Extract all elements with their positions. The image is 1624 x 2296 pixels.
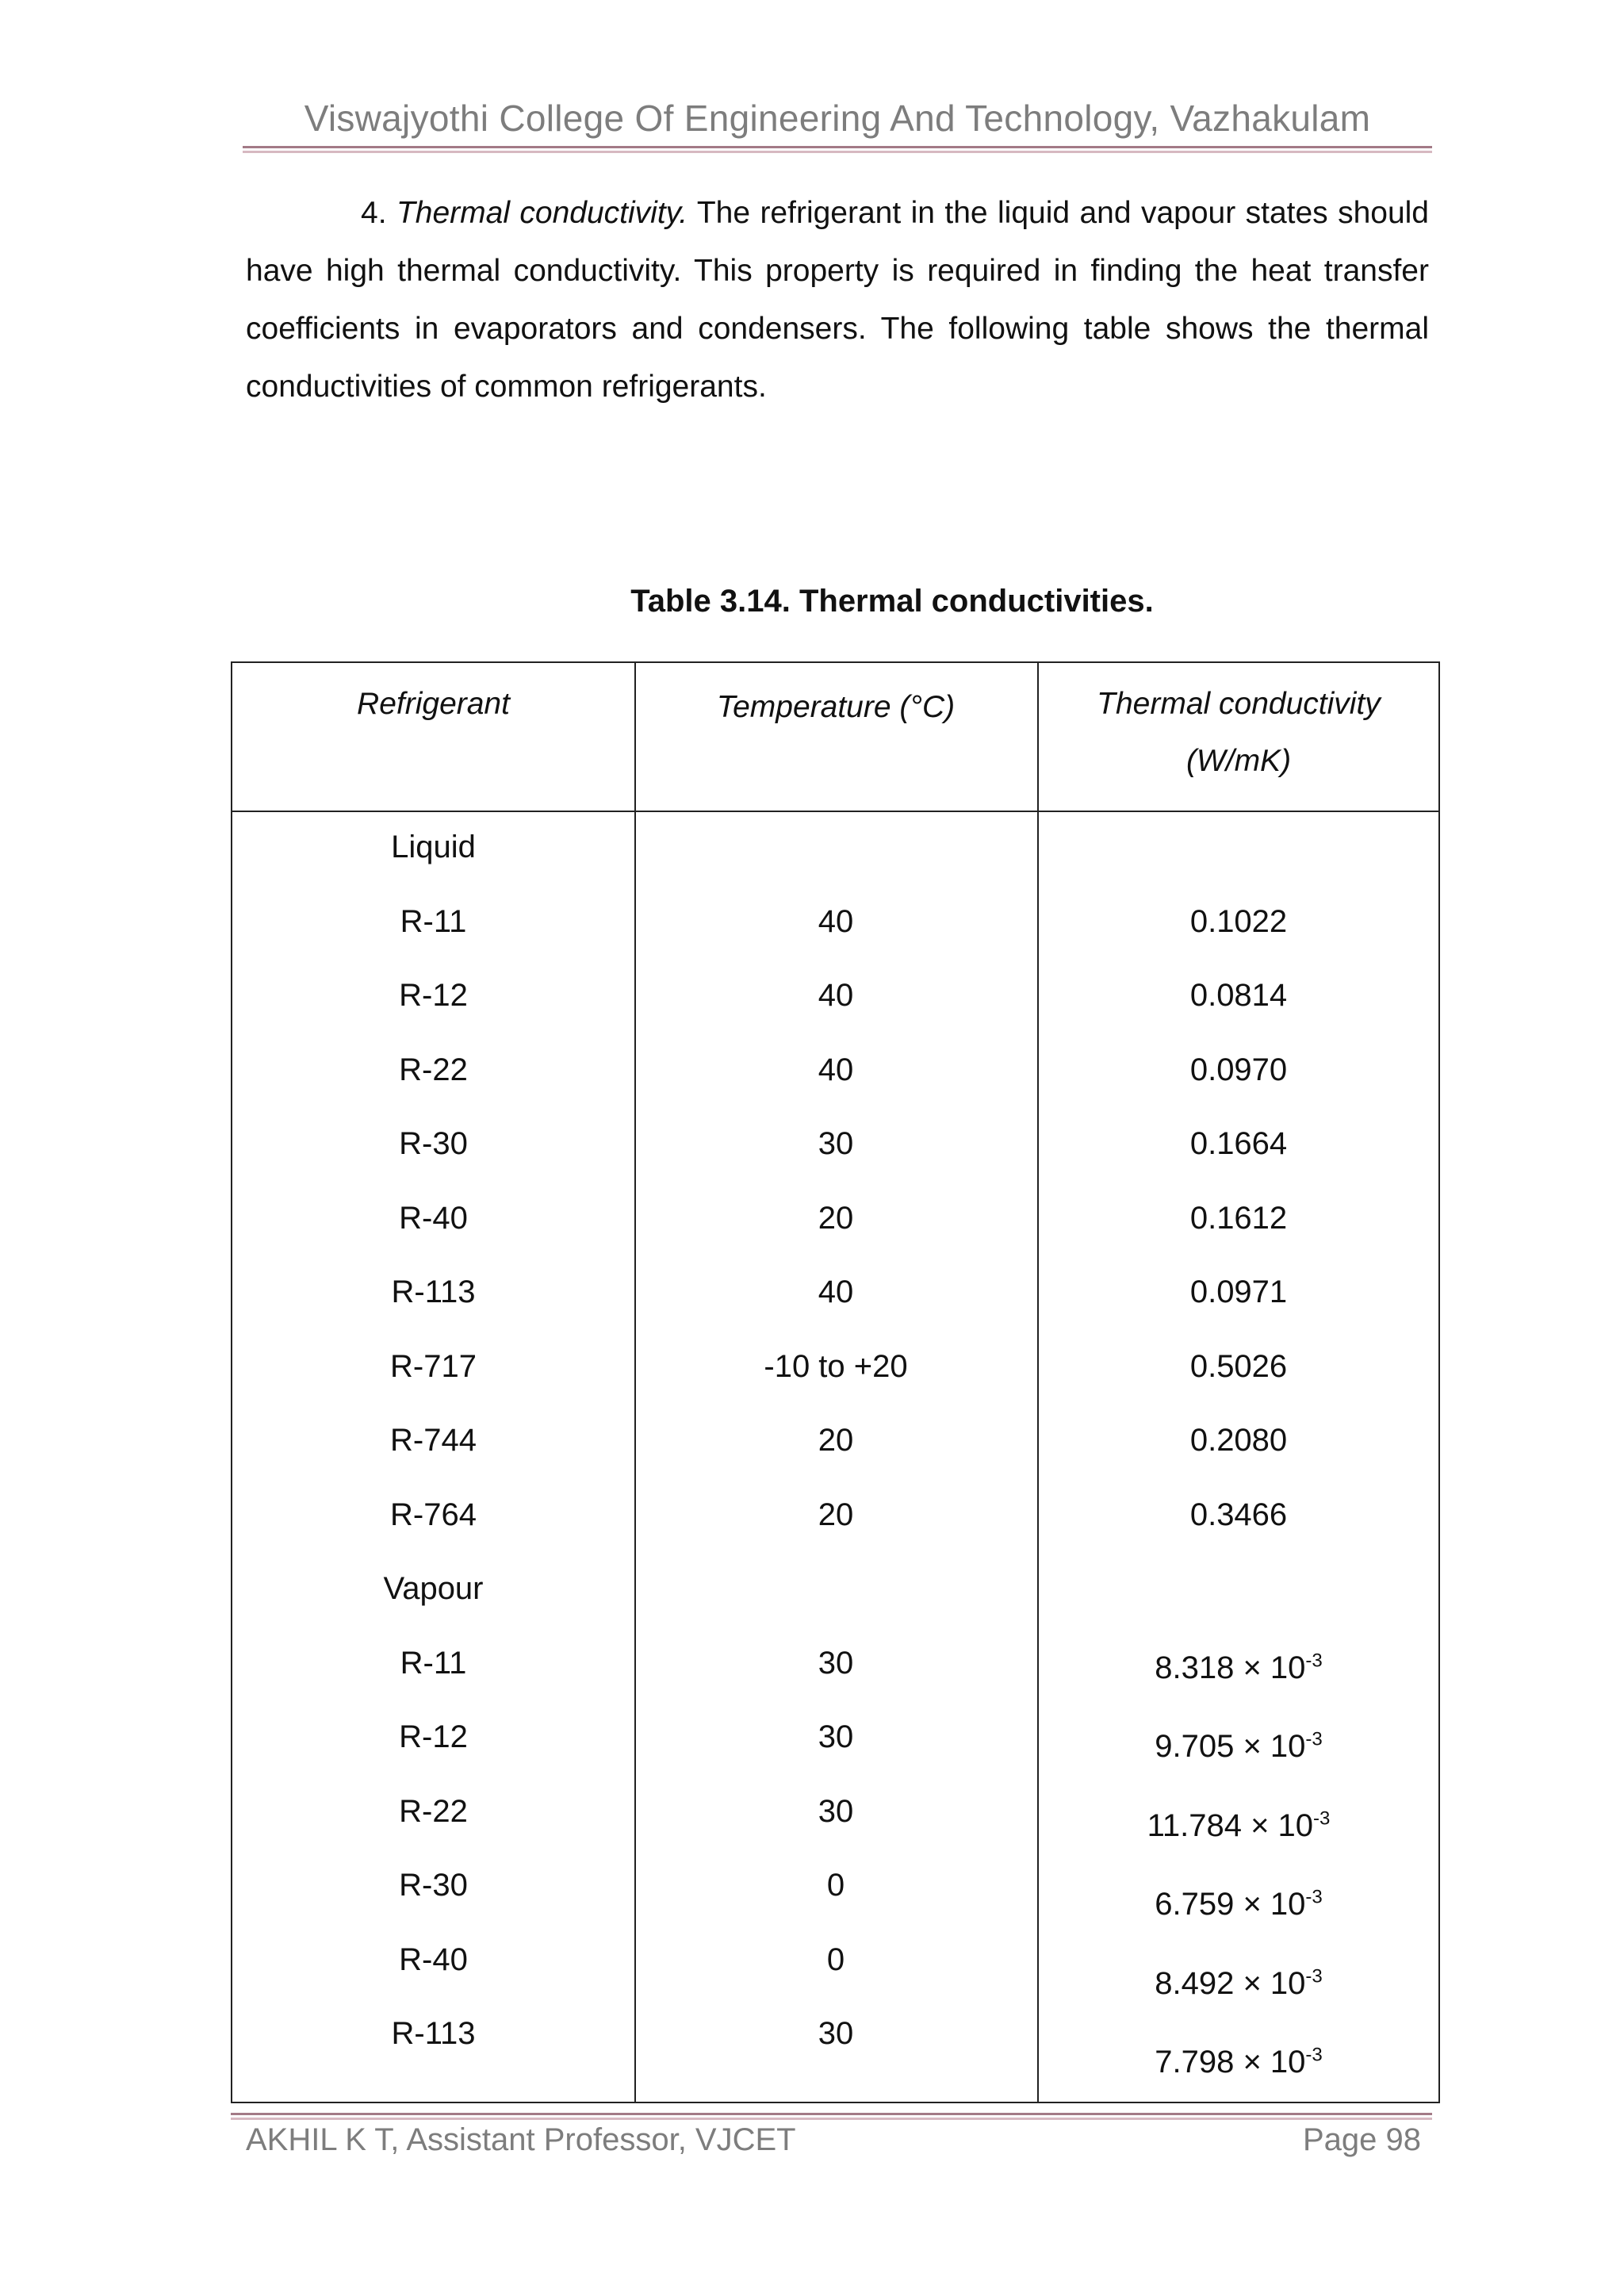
body-paragraph: [246, 184, 1429, 416]
cell-conductivity: [1037, 1330, 1440, 1405]
header-divider-accent: [243, 151, 1432, 153]
footer-divider: [231, 2113, 1432, 2115]
column-conductivity: [1037, 811, 1440, 2079]
conductivity-value: 0.0814: [1189, 978, 1288, 1013]
paragraph-term: Thermal conductivity.: [396, 196, 688, 230]
conductivity-value: 8.492 × 10: [1155, 1965, 1306, 2001]
cell-temperature: 30: [818, 1645, 854, 1681]
conductivity-value: 6.759 × 10: [1155, 1887, 1306, 1922]
cell-refrigerant: R-11: [400, 1645, 467, 1681]
paragraph-number: 4.: [361, 196, 387, 230]
page-header-title: Viswajyothi College Of Engineering And Technology, Vazhakulam: [304, 98, 1371, 139]
conductivity-exponent: -3: [1305, 1965, 1323, 1987]
footer-author: AKHIL K T, Assistant Professor, VJCET: [246, 2122, 796, 2157]
conductivity-value: 0.1612: [1189, 1200, 1288, 1236]
cell-temperature: 30: [818, 1793, 854, 1829]
cell-temperature: 20: [818, 1200, 854, 1236]
cell-refrigerant: R-764: [390, 1497, 477, 1532]
cell-conductivity: [1037, 1255, 1440, 1330]
cell-refrigerant: R-12: [399, 978, 468, 1013]
cell-refrigerant: Liquid: [391, 830, 476, 864]
cell-temperature: 30: [818, 1719, 854, 1754]
cell-refrigerant: R-113: [391, 1274, 476, 1309]
conductivity-value: 0.0970: [1189, 1052, 1288, 1087]
cell-temperature: [634, 811, 1037, 885]
footer-divider-accent: [231, 2118, 1432, 2120]
cell-conductivity: [1037, 1404, 1440, 1478]
paragraph-text: The refrigerant in the liquid and vapour states should have high thermal conductivity. This property is required in finding the heat transfer coefficients in evaporators and condensers. The following table shows the thermal conductivities of common refrigerants.: [246, 196, 1430, 404]
conductivity-exponent: -3: [1305, 1650, 1323, 1672]
cell-refrigerant: R-22: [399, 1052, 468, 1087]
cell-conductivity: [1037, 885, 1440, 960]
cell-conductivity: [1037, 1182, 1440, 1256]
cell-refrigerant: R-113: [391, 2016, 476, 2051]
conductivity-exponent: -3: [1313, 1807, 1331, 1830]
cell-refrigerant: R-717: [390, 1348, 477, 1384]
conductivity-table: [231, 661, 1440, 2103]
cell-temperature: 0: [826, 1941, 845, 1977]
cell-conductivity: [1037, 1775, 1440, 1849]
cell-temperature: [634, 1552, 1037, 1627]
cell-temperature: 0: [826, 1868, 845, 1903]
cell-refrigerant: R-744: [390, 1423, 477, 1458]
cell-refrigerant: R-30: [399, 1868, 468, 1903]
conductivity-exponent: -3: [1305, 2044, 1323, 2066]
cell-conductivity: [1037, 1033, 1440, 1108]
conductivity-value: 0.5026: [1189, 1348, 1288, 1384]
cell-temperature: 30: [818, 1126, 854, 1161]
cell-refrigerant: R-22: [399, 1793, 468, 1829]
cell-temperature: 40: [818, 1052, 854, 1087]
conductivity-value: 0.3466: [1189, 1497, 1288, 1532]
column-temperature: [634, 811, 1037, 2072]
conductivity-value: 7.798 × 10: [1155, 2045, 1306, 2079]
cell-conductivity: [1037, 1107, 1440, 1182]
cell-temperature: 20: [818, 1423, 854, 1458]
cell-refrigerant: R-11: [400, 903, 467, 939]
conductivity-value: 0.2080: [1189, 1423, 1288, 1458]
cell-conductivity: [1037, 1700, 1440, 1775]
cell-temperature: 20: [818, 1497, 854, 1532]
cell-temperature: 30: [818, 2016, 854, 2051]
conductivity-value: 0.1022: [1189, 903, 1288, 939]
cell-temperature: 40: [818, 903, 854, 939]
header-divider: [243, 146, 1432, 148]
cell-temperature: 40: [818, 1274, 854, 1309]
header-temperature: Temperature (°C): [716, 690, 956, 724]
table-caption: Table 3.14. Thermal conductivities.: [630, 584, 1154, 619]
conductivity-value: 9.705 × 10: [1155, 1729, 1306, 1764]
header-conductivity: [1037, 663, 1440, 811]
cell-refrigerant: R-40: [399, 1200, 468, 1236]
cell-refrigerant: R-12: [399, 1719, 468, 1754]
page-number: Page 98: [1302, 2122, 1421, 2157]
cell-conductivity: [1037, 1478, 1440, 1553]
cell-temperature: -10 to +20: [764, 1348, 908, 1384]
conductivity-value: 11.784 × 10: [1147, 1807, 1314, 1843]
cell-conductivity: [1037, 811, 1440, 885]
header-refrigerant: Refrigerant: [357, 687, 510, 721]
conductivity-value: 0.0971: [1189, 1274, 1288, 1309]
cell-temperature: 40: [818, 978, 854, 1013]
conductivity-exponent: -3: [1305, 1886, 1323, 1908]
cell-refrigerant: R-30: [399, 1126, 468, 1161]
cell-conductivity: [1037, 1627, 1440, 1701]
cell-conductivity: [1037, 1552, 1440, 1627]
column-refrigerant: [232, 811, 634, 2072]
header-conductivity-label: Thermal conductivity: [1097, 687, 1381, 721]
conductivity-value: 0.1664: [1189, 1126, 1288, 1161]
cell-refrigerant: R-40: [399, 1941, 468, 1977]
header-conductivity-unit: (W/mK): [1185, 744, 1292, 778]
cell-refrigerant: Vapour: [383, 1571, 484, 1606]
conductivity-exponent: -3: [1305, 1728, 1323, 1750]
cell-conductivity: [1037, 959, 1440, 1033]
conductivity-value: 8.318 × 10: [1155, 1650, 1306, 1685]
